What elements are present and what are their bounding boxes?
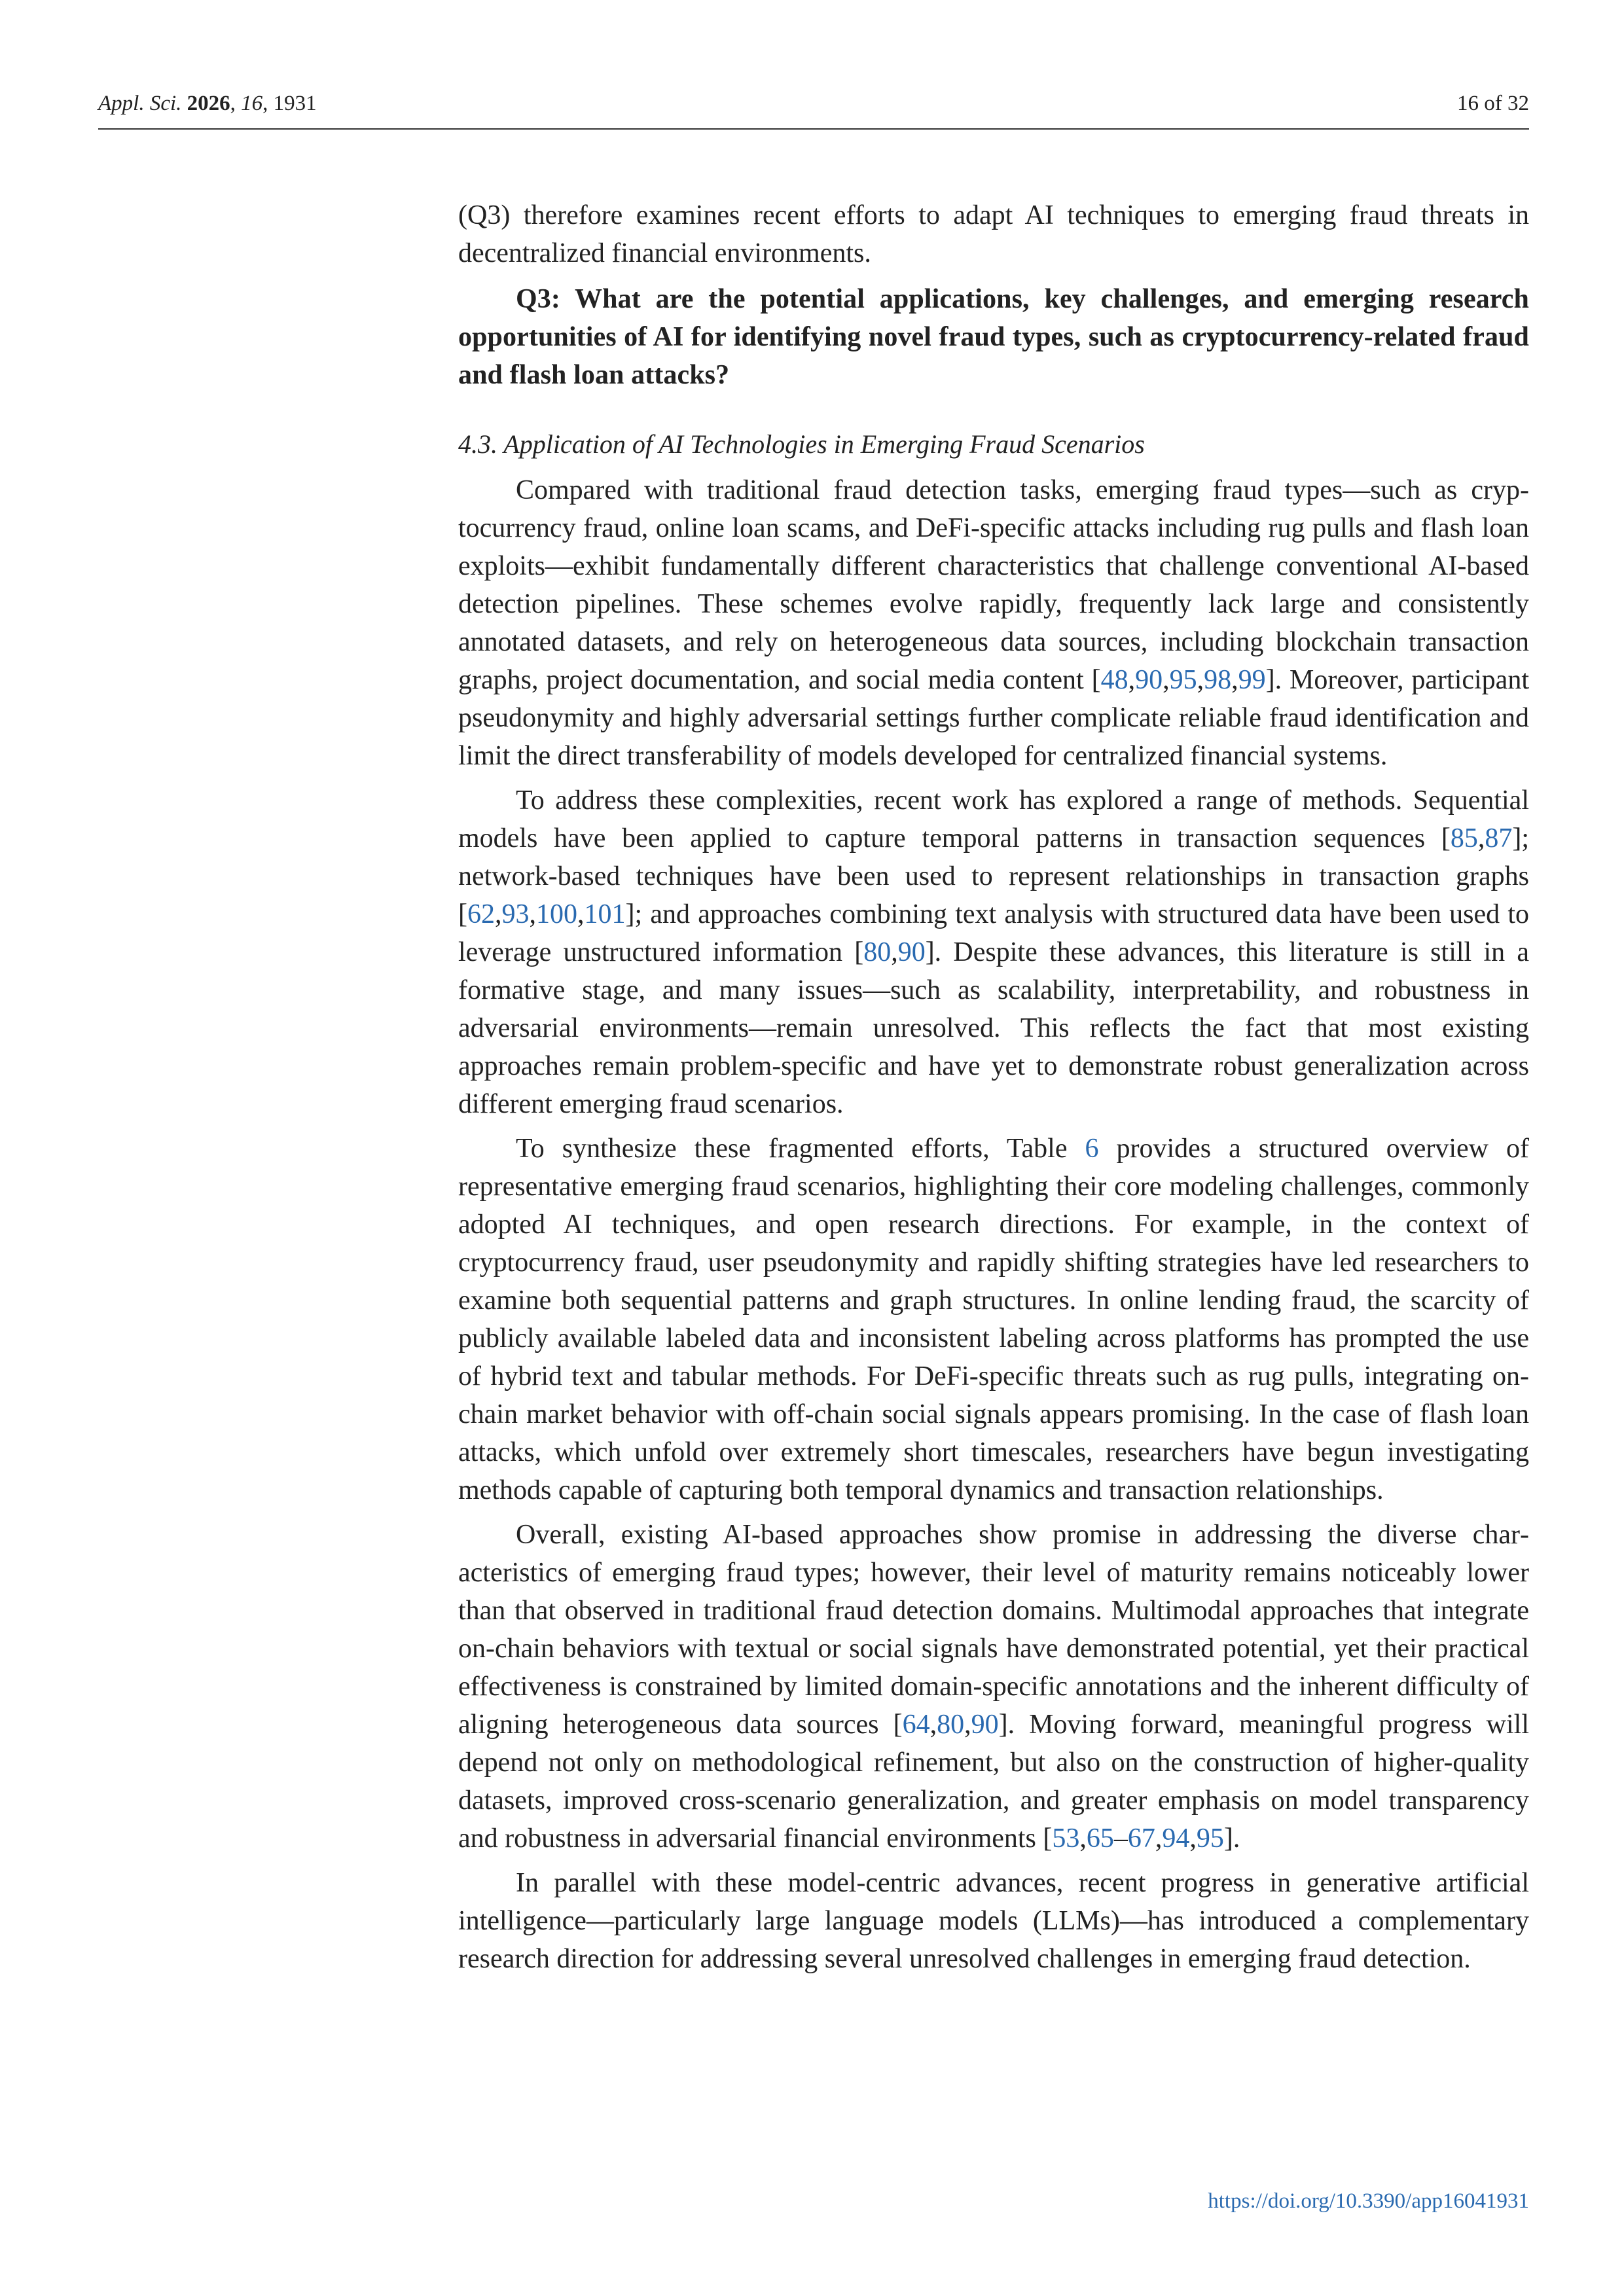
page-header	[98, 92, 1529, 130]
citation-link[interactable]: 64	[902, 1710, 930, 1740]
table-link[interactable]: 6	[1085, 1134, 1099, 1164]
citation-link[interactable]: 80	[937, 1710, 965, 1740]
citation-link[interactable]: 98	[1204, 665, 1232, 695]
citation-link[interactable]: 95	[1169, 665, 1197, 695]
journal-year: 2026	[187, 92, 230, 115]
doi-link[interactable]: https://doi.org/10.3390/app16041931	[1208, 2189, 1529, 2213]
citation-link[interactable]: 48	[1100, 665, 1128, 695]
citation-link[interactable]: 94	[1162, 1823, 1190, 1854]
paragraph-5: In parallel with these model-centric advances, recent progress in generative artificial intelligence—particularly large language models (LLMs)—has introduced a complementary research direction for addressing several unresolved challenges in emerging fraud detection.	[458, 1868, 1529, 1974]
journal-citation: Appl. Sci. 2026, 16, 1931	[98, 92, 317, 115]
page-number: 16 of 32	[1457, 92, 1529, 115]
paragraph-1: Compared with traditional fraud detection tasks, emerging fraud types—such as cryptocurrency fraud, online loan scams, and DeFi-specific attacks including rug pulls and flash loan exploits—exhibit fundamentally different characteristics that challenge conventional AI-based detection pipelines. These schemes evolve rapidly, frequently lack large and consistently annotated datasets, and rely on heterogeneous data sources, including blockchain transaction graphs, project documentation, and social media content [48,90,95,98,99]. Moreover, participant pseudonymity and highly adversarial settings further complicate reliable fraud identification and limit the direct transferability of models developed for centralized financial systems.	[458, 475, 1529, 771]
citation-link[interactable]: 53	[1052, 1823, 1080, 1854]
journal-name: Appl. Sci.	[98, 92, 182, 115]
paragraph-2: To address these complexities, recent work has explored a range of methods. Sequential models have been applied to capture temporal patterns in transaction sequences [85,87]; network-based techniques have been used to represent relationships in transaction graphs [62,93,100,101]; and approaches combining text analysis with structured data have been used to leverage unstructured information [80,90]. Despite these advances, this literature is still in a formative stage, and many issues—such as scalability, interpretability, and robustness in adversarial environments—remain unresolved. This reflects the fact that most existing approaches remain problem-specific and have yet to demonstrate robust generalization across different emerging fraud scenarios.	[458, 785, 1530, 1119]
paragraph-4: Overall, existing AI-based approaches show promise in addressing the diverse characteristics of emerging fraud types; however, their level of maturity remains noticeably lower than that observed in traditional fraud detection domains. Multimodal approaches that integrate on-chain behaviors with textual or social signals have demonstrated potential, yet their practical effectiveness is constrained by limited domain-specific annotations and the inherent difficulty of aligning heterogeneous data sources [64,80,90]. Moving forward, meaningful progress will depend not only on methodological refinement, but also on the construction of higher-quality datasets, improved cross-scenario generalization, and greater emphasis on model transparency and robustness in adversarial financial environments [53,65–67,94,95].	[458, 1520, 1529, 1854]
section-heading: 4.3. Application of AI Technologies in Emerging Fraud Scenarios	[458, 429, 1145, 459]
paragraph-3: To synthesize these fragmented efforts, Table 6 provides a structured overview of representative emerging fraud scenarios, highlighting their core modeling challenges, commonly adopted AI techniques, and open research directions. For example, in the context of cryptocurrency fraud, user pseudonymity and rapidly shifting strategies have led researchers to examine both sequential patterns and graph structures. In online lending fraud, the scarcity of publicly available labeled data and inconsistent labeling across platforms has prompted the use of hybrid text and tabular methods. For DeFi-specific threats such as rug pulls, integrating on-chain market behavior with off-chain social signals appears promising. In the case of flash loan attacks, which unfold over extremely short timescales, researchers have begun investigating methods capable of capturing both temporal dynamics and transaction relationships.	[458, 1134, 1529, 1505]
article-number: 1931	[273, 92, 317, 115]
citation-link[interactable]: 100	[536, 899, 577, 929]
citation-link[interactable]: 80	[863, 937, 892, 967]
citation-link[interactable]: 90	[897, 937, 926, 967]
citation-link[interactable]: 87	[1485, 823, 1513, 853]
citation-link[interactable]: 95	[1196, 1823, 1224, 1854]
main-text	[458, 196, 1529, 1978]
citation-link[interactable]: 90	[1135, 665, 1163, 695]
citation-link[interactable]: 99	[1238, 665, 1266, 695]
journal-volume: 16	[241, 92, 263, 115]
citation-link[interactable]: 62	[467, 899, 495, 929]
research-question-q3: Q3: What are the potential applications, key challenges, and emerging research opportunities of AI for identifying novel fraud types, such as cryptocurrency-related fraud and flash loan attacks?	[458, 284, 1529, 390]
paragraph-intro: (Q3) therefore examines recent efforts to adapt AI techniques to emerging fraud threats in decentralized financial environments.	[458, 200, 1529, 268]
citation-link[interactable]: 101	[584, 899, 626, 929]
citation-link[interactable]: 65	[1086, 1823, 1114, 1854]
citation-link[interactable]: 90	[971, 1710, 999, 1740]
citation-link[interactable]: 93	[501, 899, 530, 929]
citation-link[interactable]: 67	[1127, 1823, 1155, 1854]
citation-link[interactable]: 85	[1450, 823, 1478, 853]
